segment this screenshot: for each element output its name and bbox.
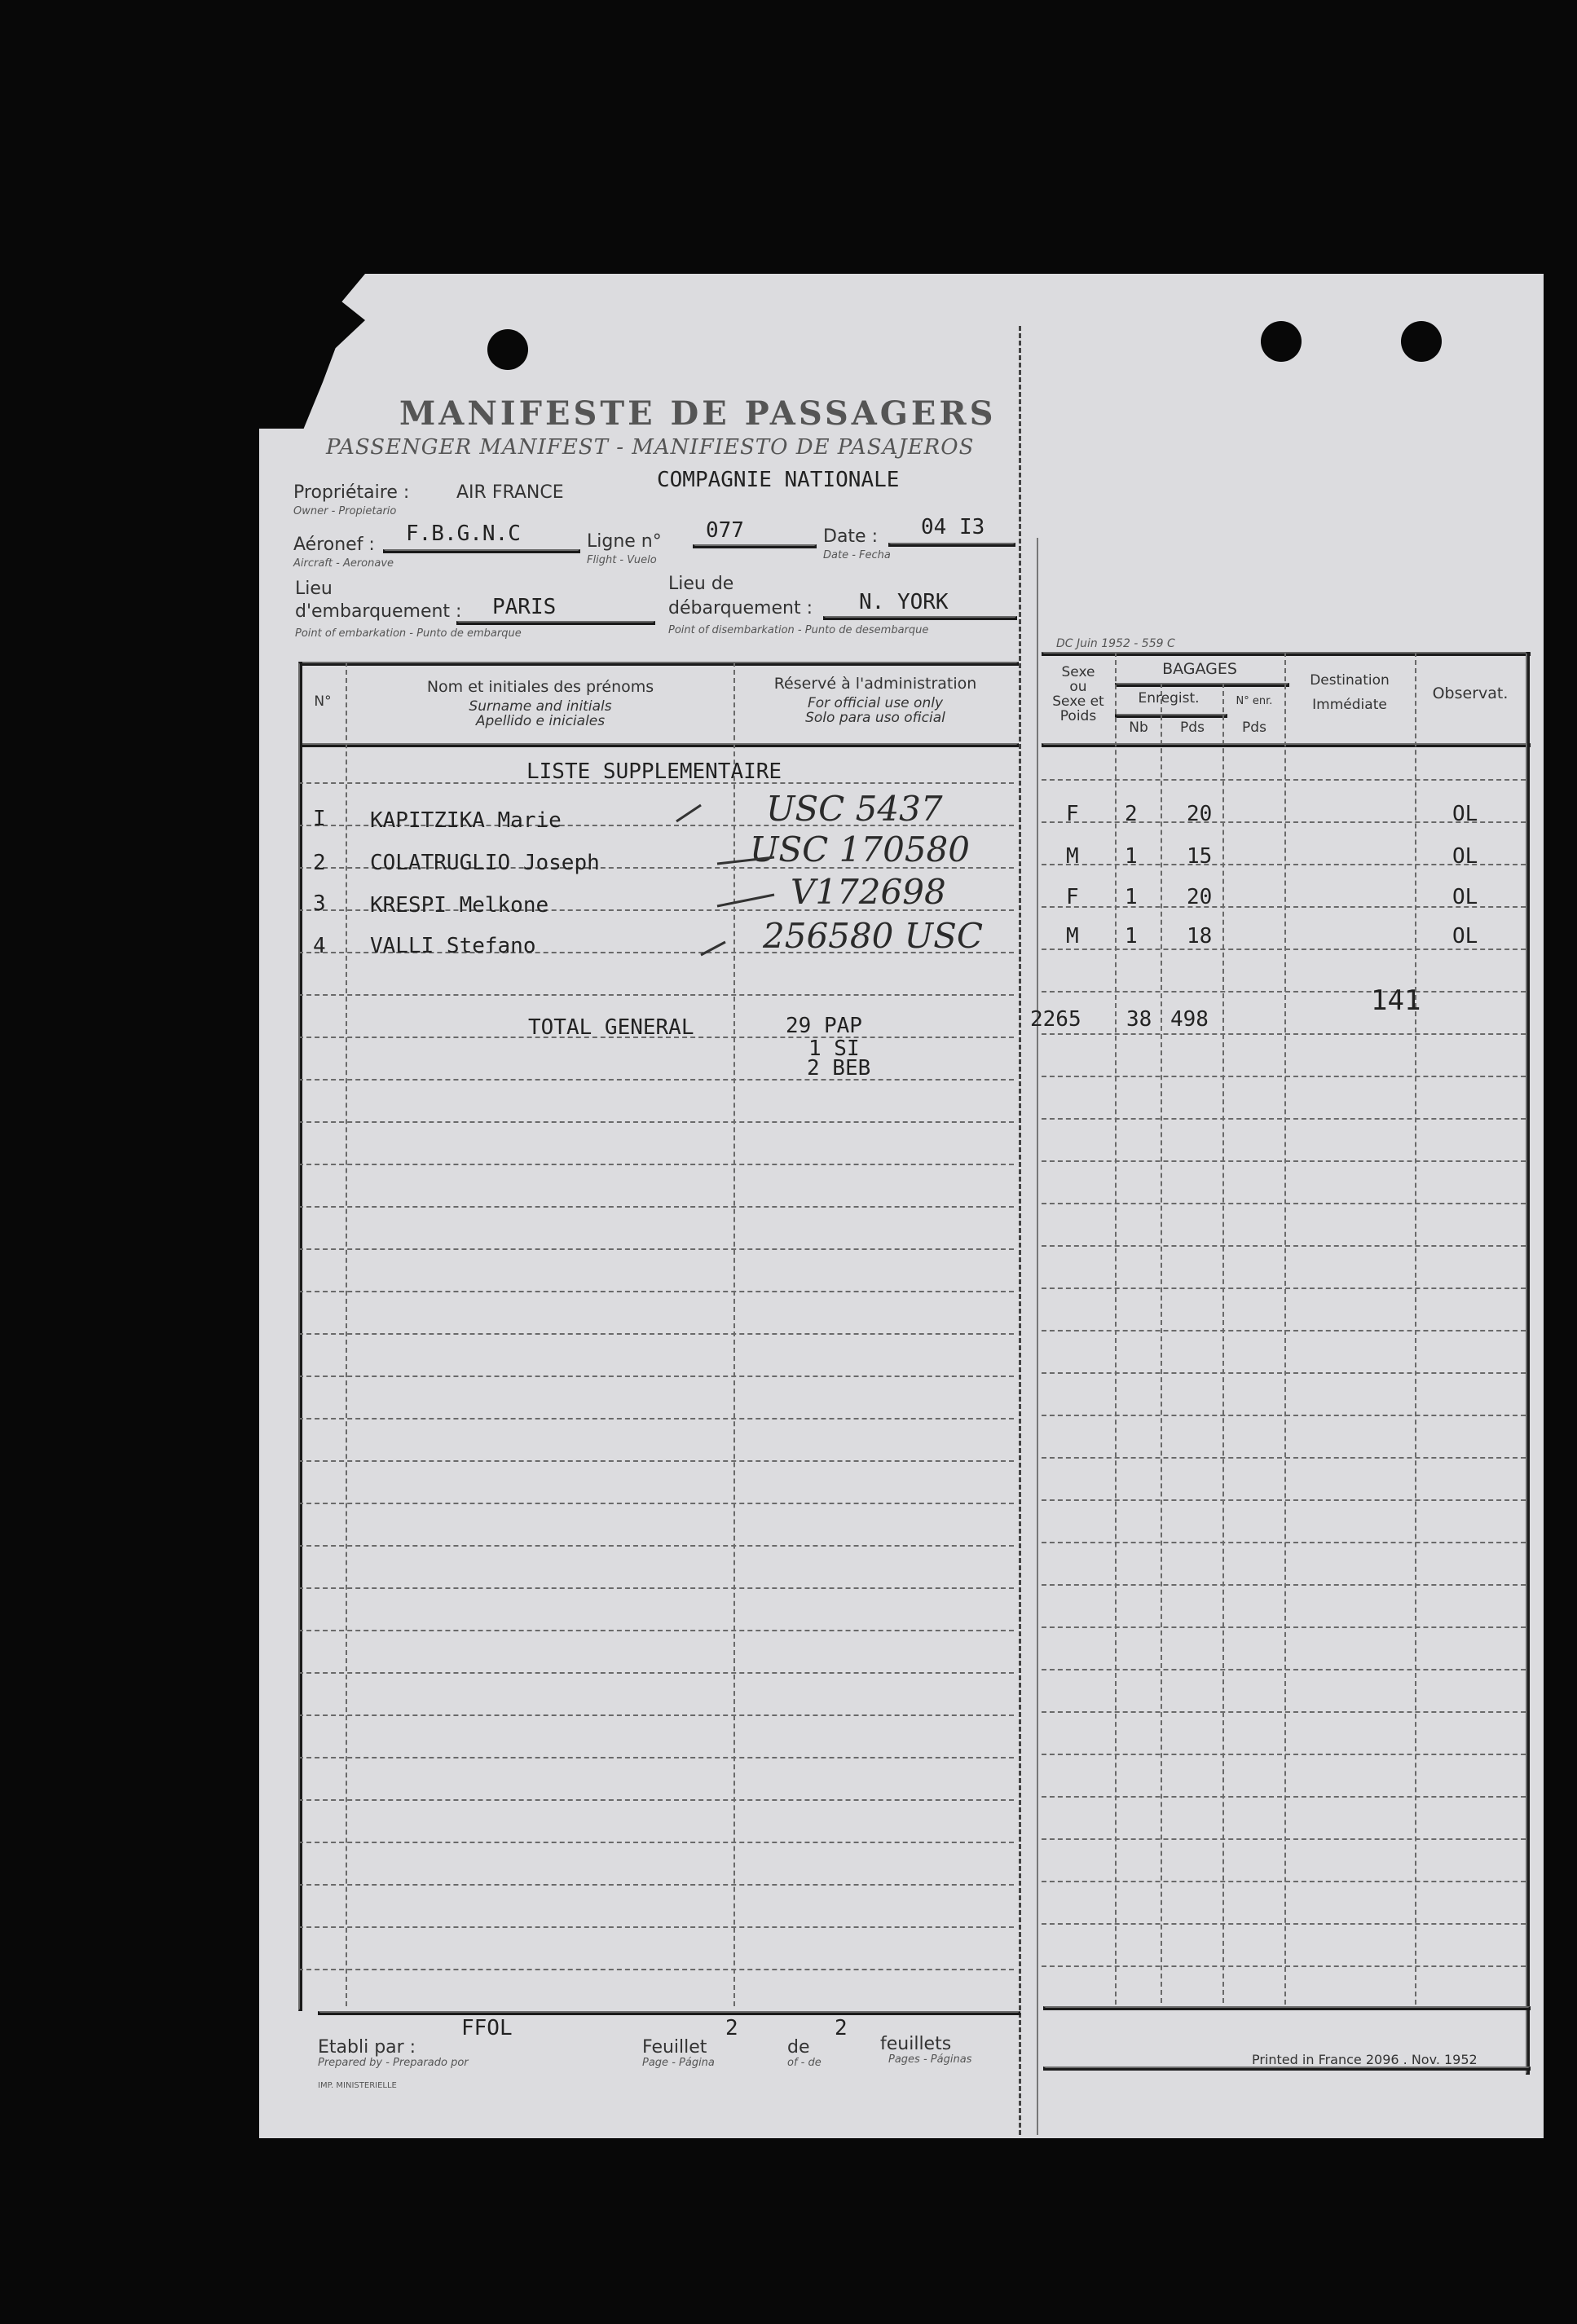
table-border xyxy=(1115,652,1117,2005)
row-line xyxy=(298,1757,1014,1758)
admin-number: 256580 USC xyxy=(763,916,983,956)
col-nonreg: N° enr. xyxy=(1236,695,1273,707)
total-count: 141 xyxy=(1371,984,1421,1017)
sheet-label: Feuillet xyxy=(642,2037,707,2058)
footer-border xyxy=(318,2011,1020,2015)
col-name: Nom et initiales des prénoms xyxy=(426,678,654,696)
row-line xyxy=(1042,1965,1526,1967)
admin-number: V172698 xyxy=(791,872,946,912)
col-nb: Nb xyxy=(1129,720,1148,736)
row-line xyxy=(298,1714,1014,1716)
row-line xyxy=(298,1375,1014,1377)
footer-border xyxy=(1043,2006,1531,2010)
passenger-no: 2 xyxy=(313,851,326,875)
row-line xyxy=(298,1969,1014,1970)
row-line xyxy=(1042,949,1526,950)
col-admin: Réservé à l'administration xyxy=(773,675,977,693)
total-label: TOTAL GENERAL xyxy=(528,1015,694,1040)
underline xyxy=(823,616,1017,620)
underline xyxy=(383,549,580,553)
baggage-nb: 1 xyxy=(1125,924,1138,949)
passenger-sex: M xyxy=(1066,924,1079,949)
baggage-pds: 20 xyxy=(1187,802,1213,826)
admin-number: USC 170580 xyxy=(750,830,970,869)
line-sublabel: Flight - Vuelo xyxy=(587,554,657,566)
row-line xyxy=(1042,1203,1526,1204)
underline xyxy=(693,544,817,548)
table-border xyxy=(1222,683,1224,2003)
row-line xyxy=(1042,1711,1526,1713)
form-title: MANIFESTE DE PASSAGERS xyxy=(399,394,997,433)
row-line xyxy=(1042,1245,1526,1247)
row-line xyxy=(298,1672,1014,1674)
passenger-no: 3 xyxy=(313,891,326,916)
check-marks xyxy=(668,782,782,962)
embark-label: d'embarquement : xyxy=(295,601,462,622)
form-code: DC Juin 1952 - 559 C xyxy=(1056,637,1175,650)
passenger-no: I xyxy=(313,807,326,831)
row-line xyxy=(1042,1076,1526,1077)
disembark-label: débarquement : xyxy=(668,598,813,618)
passenger-sex: M xyxy=(1066,844,1079,869)
row-line xyxy=(298,1460,1014,1462)
col-sex: ou xyxy=(1069,679,1087,695)
row-line xyxy=(298,1587,1014,1589)
row-line xyxy=(1042,1457,1526,1459)
passenger-sex: F xyxy=(1066,885,1079,909)
line-value: 077 xyxy=(706,518,744,543)
row-line xyxy=(1042,1584,1526,1586)
fold-line xyxy=(1037,538,1038,2135)
table-border xyxy=(298,662,1019,666)
owner-value: AIR FRANCE xyxy=(456,482,564,503)
aircraft-label: Aéronef : xyxy=(293,535,375,555)
row-line xyxy=(298,1630,1014,1631)
underline xyxy=(888,543,1015,547)
table-border xyxy=(1526,652,1530,2075)
disembark-value: N. YORK xyxy=(859,590,949,614)
embark-sublabel: Point of embarkation - Punto de embarque xyxy=(295,627,522,640)
col-name-sub: Apellido e iniciales xyxy=(475,713,606,729)
sheets-sublabel: Pages - Páginas xyxy=(888,2053,972,2066)
total-pap: 29 PAP xyxy=(786,1014,862,1038)
passenger-no: 4 xyxy=(313,934,326,958)
sheets-label: feuillets xyxy=(880,2034,952,2054)
observation: OL xyxy=(1452,802,1478,826)
baggage-pds: 20 xyxy=(1187,885,1213,909)
owner-typed: COMPAGNIE NATIONALE xyxy=(657,468,900,492)
embark-label: Lieu xyxy=(295,579,333,599)
line-label: Ligne n° xyxy=(587,531,662,552)
form-subtitle: PASSENGER MANIFEST - MANIFIESTO DE PASAJEROS xyxy=(326,435,975,460)
col-baggage: BAGAGES xyxy=(1162,660,1237,678)
disembark-label: Lieu de xyxy=(668,574,734,594)
aircraft-value: F.B.G.N.C xyxy=(406,522,521,546)
of-sublabel: of - de xyxy=(787,2057,822,2069)
row-line xyxy=(298,1884,1014,1886)
baggage-nb: 2 xyxy=(1125,802,1138,826)
row-line xyxy=(1042,1838,1526,1840)
passenger-name: COLATRUGLIO Joseph xyxy=(370,851,600,875)
fold-line xyxy=(1019,326,1021,2135)
row-line xyxy=(298,1926,1014,1928)
row-line xyxy=(1042,1626,1526,1628)
baggage-pds: 18 xyxy=(1187,924,1213,949)
total-si: 1 SI xyxy=(808,1037,860,1061)
row-line xyxy=(1042,1542,1526,1543)
admin-number: USC 5437 xyxy=(766,789,943,829)
total-beb: 2 BEB xyxy=(807,1056,871,1081)
list-heading: LISTE SUPPLEMENTAIRE xyxy=(526,759,782,784)
row-line xyxy=(1042,1923,1526,1925)
row-line xyxy=(298,994,1014,996)
passenger-name: VALLI Stefano xyxy=(370,934,536,958)
sheet-value: 2 xyxy=(725,2016,738,2040)
established-label: Etabli par : xyxy=(318,2037,416,2058)
row-line xyxy=(1042,1754,1526,1755)
col-sex: Sexe et xyxy=(1052,693,1104,710)
table-border xyxy=(1161,683,1162,2003)
row-line xyxy=(298,1418,1014,1419)
sheet-sublabel: Page - Página xyxy=(642,2057,715,2069)
table-border xyxy=(1415,652,1416,2005)
observation: OL xyxy=(1452,844,1478,869)
passenger-sex: F xyxy=(1066,802,1079,826)
observation: OL xyxy=(1452,885,1478,909)
of-label: de xyxy=(787,2037,810,2058)
total-pds: 498 xyxy=(1170,1007,1209,1032)
row-line xyxy=(298,1164,1014,1165)
printed-note: Printed in France 2096 . Nov. 1952 xyxy=(1252,2052,1478,2067)
row-line xyxy=(298,1842,1014,1843)
total-nb: 38 xyxy=(1126,1007,1152,1032)
row-line xyxy=(298,1248,1014,1250)
punch-hole xyxy=(487,329,528,370)
established-sublabel: Prepared by - Preparado por xyxy=(318,2057,469,2069)
col-destination: Destination xyxy=(1310,672,1390,689)
row-line xyxy=(1042,1415,1526,1416)
col-no: N° xyxy=(314,693,332,710)
total-weight: 2265 xyxy=(1030,1007,1081,1032)
row-line xyxy=(1042,1372,1526,1374)
observation: OL xyxy=(1452,924,1478,949)
row-line xyxy=(298,1799,1014,1801)
embark-value: PARIS xyxy=(492,595,557,619)
disembark-sublabel: Point of disembarkation - Punto de desembarque xyxy=(668,624,929,636)
row-line xyxy=(1042,1033,1526,1035)
table-border xyxy=(298,662,302,2011)
row-line xyxy=(298,1206,1014,1208)
underline xyxy=(456,621,655,625)
col-pds: Pds xyxy=(1180,720,1205,736)
row-line xyxy=(1042,1160,1526,1162)
row-line xyxy=(298,1079,1014,1081)
established-value: FFOL xyxy=(461,2016,513,2040)
col-destination: Immédiate xyxy=(1312,697,1387,713)
row-line xyxy=(298,1503,1014,1504)
passenger-name: KAPITZIKA Marie xyxy=(370,808,562,833)
row-line xyxy=(1042,1118,1526,1120)
row-line xyxy=(1042,1796,1526,1798)
date-sublabel: Date - Fecha xyxy=(823,549,891,561)
table-border xyxy=(1115,714,1227,718)
col-registered: Enregist. xyxy=(1138,690,1200,706)
col-name-sub: Surname and initials xyxy=(469,698,612,715)
row-line xyxy=(298,1545,1014,1547)
imprint: IMP. MINISTERIELLE xyxy=(318,2081,397,2090)
row-line xyxy=(298,1121,1014,1123)
row-line xyxy=(1042,1881,1526,1882)
baggage-nb: 1 xyxy=(1125,885,1138,909)
row-line xyxy=(1042,1499,1526,1501)
of-value: 2 xyxy=(835,2016,848,2040)
punch-hole xyxy=(1261,321,1302,362)
row-line xyxy=(1042,991,1526,993)
col-pds2: Pds xyxy=(1242,720,1266,736)
row-line xyxy=(298,1333,1014,1335)
baggage-pds: 15 xyxy=(1187,844,1213,869)
row-line xyxy=(1042,779,1526,781)
table-border xyxy=(1115,683,1289,687)
owner-label: Propriétaire : xyxy=(293,482,410,503)
col-observations: Observat. xyxy=(1432,684,1509,702)
table-border xyxy=(298,743,1019,747)
aircraft-sublabel: Aircraft - Aeronave xyxy=(293,557,394,570)
row-line xyxy=(298,1291,1014,1292)
date-value: 04 I3 xyxy=(921,515,985,539)
punch-hole xyxy=(1401,321,1442,362)
row-line xyxy=(1042,1669,1526,1670)
col-admin-sub: Solo para uso oficial xyxy=(805,710,945,726)
owner-sublabel: Owner - Propietario xyxy=(293,505,397,517)
passenger-name: KRESPI Melkone xyxy=(370,893,549,918)
date-label: Date : xyxy=(823,526,878,547)
row-line xyxy=(1042,1287,1526,1289)
col-sex: Sexe xyxy=(1061,664,1095,680)
table-border xyxy=(1284,652,1286,2005)
col-sex: Poids xyxy=(1059,708,1097,724)
baggage-nb: 1 xyxy=(1125,844,1138,869)
row-line xyxy=(1042,1330,1526,1331)
col-admin-sub: For official use only xyxy=(807,695,944,711)
